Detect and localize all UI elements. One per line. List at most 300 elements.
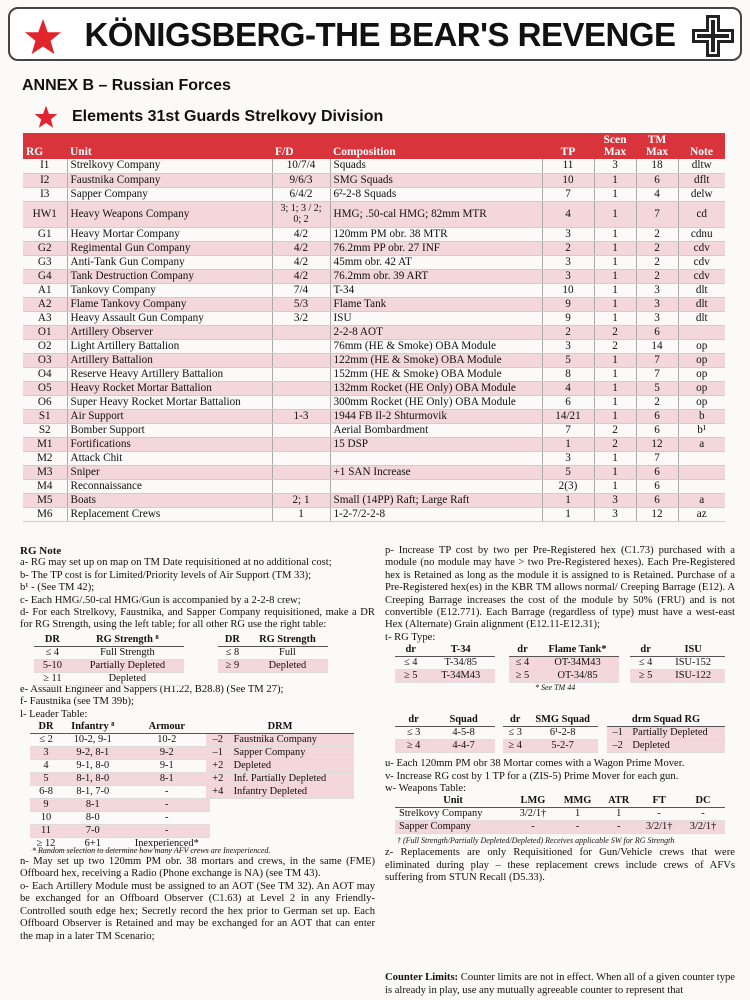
column-header: Unit xyxy=(67,133,272,159)
table-cell: O1 xyxy=(23,325,67,339)
table-cell: O2 xyxy=(23,339,67,353)
table-cell: ≤ 3 xyxy=(503,727,527,740)
table-row xyxy=(206,734,354,747)
table-cell: 6 xyxy=(636,173,678,187)
table-cell: O5 xyxy=(23,381,67,395)
table-cell: cdv xyxy=(678,269,725,283)
table-cell: Heavy Assault Gun Company xyxy=(67,311,272,325)
table-cell: 1 xyxy=(594,367,636,381)
table-row xyxy=(218,646,328,659)
table-cell: M6 xyxy=(23,507,67,521)
table-cell: 8-1 xyxy=(62,799,124,812)
table-cell: 9-2, 8-1 xyxy=(62,747,124,760)
table-cell: +4 xyxy=(206,786,230,799)
table-cell: 6 xyxy=(636,325,678,339)
column-header: TM Max xyxy=(636,133,678,159)
table-cell: Heavy Mortar Company xyxy=(67,227,272,241)
table-row xyxy=(23,325,725,339)
table-row xyxy=(23,367,725,381)
table-cell xyxy=(678,479,725,493)
table-cell: ≥ 4 xyxy=(395,740,432,753)
table-row xyxy=(23,269,725,283)
table-cell: 1944 FB Il-2 Shturmovik xyxy=(330,409,542,423)
table-cell: 7-0 xyxy=(62,825,124,838)
drm-squad-table xyxy=(607,714,725,753)
table-cell: –2 xyxy=(607,740,628,753)
table-row xyxy=(23,507,725,521)
column-header: DRM xyxy=(206,721,354,734)
table-cell: ≤ 4 xyxy=(630,657,661,670)
table-cell: 18 xyxy=(636,159,678,173)
table-cell: 6 xyxy=(636,479,678,493)
table-row xyxy=(30,760,210,773)
table-cell: Sapper Company xyxy=(395,821,511,834)
table-cell: T-34M43 xyxy=(426,670,495,683)
table-row xyxy=(503,740,598,753)
table-cell: 3 xyxy=(542,339,594,353)
table-cell: I1 xyxy=(23,159,67,173)
table-cell: 7 xyxy=(636,201,678,227)
table-cell: Sapper Company xyxy=(67,187,272,201)
table-cell: 6 xyxy=(636,423,678,437)
table-cell: 10 xyxy=(542,283,594,297)
table-cell: 1 xyxy=(542,493,594,507)
table-cell: 4 xyxy=(542,381,594,395)
table-cell: ≤ 2 xyxy=(30,734,62,747)
table-row xyxy=(23,283,725,297)
table-cell: 1 xyxy=(594,353,636,367)
table-row xyxy=(395,740,495,753)
table-cell: ≤ 3 xyxy=(395,727,432,740)
table-cell: +2 xyxy=(206,760,230,773)
table-cell: M4 xyxy=(23,479,67,493)
table-cell: 1-3 xyxy=(272,409,330,423)
table-cell: 3 xyxy=(636,297,678,311)
table-cell: Attack Chit xyxy=(67,451,272,465)
table-row xyxy=(23,437,725,451)
table-cell: Fortifications xyxy=(67,437,272,451)
table-cell: cdv xyxy=(678,255,725,269)
table-cell: –2 xyxy=(206,734,230,747)
table-cell: 4 xyxy=(542,201,594,227)
table-cell: 4/2 xyxy=(272,227,330,241)
table-cell: G4 xyxy=(23,269,67,283)
table-cell: HW1 xyxy=(23,201,67,227)
table-cell: I2 xyxy=(23,173,67,187)
isu-table xyxy=(630,644,725,683)
page-title: KÖNIGSBERG-THE BEAR'S REVENGE xyxy=(84,16,676,53)
table-cell: A2 xyxy=(23,297,67,311)
table-cell: M3 xyxy=(23,465,67,479)
table-cell: 2; 1 xyxy=(272,493,330,507)
table-row xyxy=(23,493,725,507)
table-row xyxy=(34,672,184,685)
table-cell: 6²-2-8 Squads xyxy=(330,187,542,201)
table-cell: 5 xyxy=(30,773,62,786)
table-row xyxy=(23,479,725,493)
column-header: TP xyxy=(542,133,594,159)
table-cell: 3; 1; 3 / 2; 0; 2 xyxy=(272,201,330,227)
table-cell xyxy=(272,423,330,437)
table-row xyxy=(30,799,210,812)
table-cell: a xyxy=(678,437,725,451)
table-row xyxy=(509,670,619,683)
table-cell: 122mm (HE & Smoke) OBA Module xyxy=(330,353,542,367)
table-row xyxy=(34,646,184,659)
table-cell: 8-1, 8-0 xyxy=(62,773,124,786)
column-header: DR xyxy=(218,634,247,647)
table-cell: Strelkovy Company xyxy=(395,808,511,821)
table-cell: –1 xyxy=(607,727,628,740)
table-cell: cdnu xyxy=(678,227,725,241)
flame-tank-table xyxy=(509,644,619,683)
table-cell: ≥ 5 xyxy=(630,670,661,683)
table-cell: Sniper xyxy=(67,465,272,479)
table-cell: 3 xyxy=(542,227,594,241)
table-cell: Infantry Depleted xyxy=(230,786,354,799)
table-cell: OT-34/85 xyxy=(536,670,619,683)
column-header: dr xyxy=(395,644,426,657)
column-header: Scen Max xyxy=(594,133,636,159)
table-cell: 2 xyxy=(636,227,678,241)
table-cell: 76mm (HE & Smoke) OBA Module xyxy=(330,339,542,353)
table-row xyxy=(395,808,725,821)
table-cell: 14 xyxy=(636,339,678,353)
table-row xyxy=(23,227,725,241)
table-cell: 5 xyxy=(542,353,594,367)
table-cell: 4 xyxy=(636,187,678,201)
table-cell: 2 xyxy=(594,325,636,339)
table-cell: 8-1 xyxy=(124,773,210,786)
table-row xyxy=(23,159,725,173)
table-cell xyxy=(330,479,542,493)
column-header: ATR xyxy=(600,795,637,808)
column-header: FT xyxy=(637,795,681,808)
table-cell: 10-2 xyxy=(124,734,210,747)
table-cell: Heavy Rocket Mortar Battalion xyxy=(67,381,272,395)
counter-limits-text: Counter limits are not in effect. When all of a given counter type is already in play, use any mutually agreeable counter to represent that xyxy=(385,972,735,996)
table-cell: ISU-122 xyxy=(661,670,725,683)
table-row xyxy=(23,241,725,255)
table-cell: Air Support xyxy=(67,409,272,423)
table-row xyxy=(607,740,725,753)
table-cell: Faustnika Company xyxy=(67,173,272,187)
table-row xyxy=(30,786,210,799)
column-header: DR xyxy=(30,721,62,734)
table-row xyxy=(34,659,184,672)
red-star-icon xyxy=(24,18,62,56)
table-cell: 7 xyxy=(636,367,678,381)
column-header: DR xyxy=(34,634,71,647)
table-cell: G2 xyxy=(23,241,67,255)
table-cell: 1 xyxy=(600,808,637,821)
table-cell: 2 xyxy=(542,325,594,339)
table-cell: 1 xyxy=(594,173,636,187)
column-header: ISU xyxy=(661,644,725,657)
forces-table xyxy=(23,133,725,522)
table-cell: 9-2 xyxy=(124,747,210,760)
table-cell: 6-8 xyxy=(30,786,62,799)
table-cell: 2 xyxy=(636,241,678,255)
leader-table xyxy=(30,721,210,851)
table-cell xyxy=(272,437,330,451)
table-cell: 45mm obr. 42 AT xyxy=(330,255,542,269)
table-cell: 4/2 xyxy=(272,255,330,269)
table-cell: - xyxy=(555,821,600,834)
t34-table xyxy=(395,644,495,683)
note-t: t- RG Type: xyxy=(385,631,436,643)
table-cell: op xyxy=(678,381,725,395)
table-cell: 1 xyxy=(594,201,636,227)
table-cell: 10 xyxy=(542,173,594,187)
table-cell: - xyxy=(124,812,210,825)
table-cell: 4 xyxy=(30,760,62,773)
table-cell: Bomber Support xyxy=(67,423,272,437)
table-row xyxy=(395,657,495,670)
table-cell: Strelkovy Company xyxy=(67,159,272,173)
table-cell: 3 xyxy=(594,507,636,521)
table-cell: 9/6/3 xyxy=(272,173,330,187)
table-cell: op xyxy=(678,395,725,409)
table-cell: 76.2mm obr. 39 ART xyxy=(330,269,542,283)
column-header: DC xyxy=(681,795,725,808)
table-cell: I3 xyxy=(23,187,67,201)
table-cell: - xyxy=(637,808,681,821)
table-cell: Full Strength xyxy=(71,646,184,659)
column-header: RG Strength xyxy=(247,634,328,647)
table-cell: op xyxy=(678,367,725,381)
table-cell: 9-1, 8-0 xyxy=(62,760,124,773)
table-row xyxy=(206,760,354,773)
table-cell: 1 xyxy=(594,409,636,423)
table-cell: Tank Destruction Company xyxy=(67,269,272,283)
flame-note: * See TM 44 xyxy=(535,683,576,693)
table-cell: 300mm Rocket (HE Only) OBA Module xyxy=(330,395,542,409)
counter-limits-label: Counter Limits: xyxy=(385,972,459,983)
table-cell: SMG Squads xyxy=(330,173,542,187)
table-cell: 9 xyxy=(542,311,594,325)
table-cell: Small (14PP) Raft; Large Raft xyxy=(330,493,542,507)
table-cell: Partially Depleted xyxy=(71,659,184,672)
table-row xyxy=(23,381,725,395)
table-cell: - xyxy=(511,821,555,834)
table-cell: 1 xyxy=(594,395,636,409)
table-cell: Partially Depleted xyxy=(628,727,725,740)
table-cell: 11 xyxy=(542,159,594,173)
table-cell: 7 xyxy=(636,353,678,367)
column-header: SMG Squad xyxy=(527,714,598,727)
notes-left-column xyxy=(20,545,375,943)
table-cell xyxy=(678,325,725,339)
table-cell: 7/4 xyxy=(272,283,330,297)
table-cell: O6 xyxy=(23,395,67,409)
table-cell: 1 xyxy=(594,479,636,493)
table-cell: Faustnika Company xyxy=(230,734,354,747)
table-cell: 7 xyxy=(542,423,594,437)
table-cell: Inf. Partially Depleted xyxy=(230,773,354,786)
section-title: Elements 31st Guards Strelkovy Division xyxy=(72,108,384,125)
table-cell: 8-0 xyxy=(62,812,124,825)
table-cell: M5 xyxy=(23,493,67,507)
rg-note-title: RG Note xyxy=(20,545,62,557)
table-cell: HMG; .50-cal HMG; 82mm MTR xyxy=(330,201,542,227)
table-cell: 3/2/1† xyxy=(511,808,555,821)
table-row xyxy=(630,670,725,683)
table-cell: 1 xyxy=(594,241,636,255)
table-cell: O4 xyxy=(23,367,67,381)
table-cell: 9-1 xyxy=(124,760,210,773)
table-cell xyxy=(272,395,330,409)
column-header: RG xyxy=(23,133,67,159)
table-cell: 4-5-8 xyxy=(432,727,495,740)
table-cell: - xyxy=(124,825,210,838)
table-cell: +2 xyxy=(206,773,230,786)
table-cell xyxy=(272,381,330,395)
table-cell: M2 xyxy=(23,451,67,465)
column-header: F/D xyxy=(272,133,330,159)
table-row xyxy=(509,657,619,670)
table-row xyxy=(23,255,725,269)
table-cell: cdv xyxy=(678,241,725,255)
note-z: z- Replacements are only Requisitioned for Gun/Vehicle crews that were eliminated during play – these replacement crews include crews of AFVs suffering from STUN Recall (D5.33). xyxy=(385,847,735,884)
table-cell: 3/2/1† xyxy=(681,821,725,834)
table-cell: 1 xyxy=(594,269,636,283)
table-row xyxy=(23,353,725,367)
table-cell: Boats xyxy=(67,493,272,507)
table-cell: cd xyxy=(678,201,725,227)
table-cell: S1 xyxy=(23,409,67,423)
column-header: RG Strength ⁸ xyxy=(71,634,184,647)
column-header: Squad xyxy=(432,714,495,727)
table-cell: 3 xyxy=(542,255,594,269)
table-cell: Replacement Crews xyxy=(67,507,272,521)
table-cell: S2 xyxy=(23,423,67,437)
table-cell xyxy=(272,479,330,493)
table-cell: 76.2mm PP obr. 27 INF xyxy=(330,241,542,255)
table-cell: 3 xyxy=(636,283,678,297)
table-cell: 1 xyxy=(594,255,636,269)
table-cell: - xyxy=(124,799,210,812)
table-cell: G1 xyxy=(23,227,67,241)
leader-note: * Random selection to determine how many AFV crews are Inexperienced. xyxy=(32,846,271,856)
table-cell xyxy=(678,451,725,465)
table-row xyxy=(23,409,725,423)
red-star-icon xyxy=(34,105,58,129)
table-cell: ≤ 4 xyxy=(509,657,536,670)
table-cell: Flame Tankovy Company xyxy=(67,297,272,311)
table-cell: 6/4/2 xyxy=(272,187,330,201)
note-a: a- RG may set up on map on TM Date requisitioned at no additional cost; xyxy=(20,557,332,569)
table-cell: 120mm PM obr. 38 MTR xyxy=(330,227,542,241)
table-cell: dlt xyxy=(678,283,725,297)
table-cell: 5 xyxy=(542,465,594,479)
table-cell: 1 xyxy=(594,297,636,311)
column-header: Infantry ⁸ xyxy=(62,721,124,734)
column-header: Flame Tank* xyxy=(536,644,619,657)
squad-table xyxy=(395,714,495,753)
table-cell: 6 xyxy=(542,395,594,409)
column-header: Armour xyxy=(124,721,210,734)
table-cell: 1 xyxy=(594,451,636,465)
table-cell xyxy=(272,367,330,381)
column-header: dr xyxy=(395,714,432,727)
table-cell: Depleted xyxy=(230,760,354,773)
note-c: c- Each HMG/.50-cal HMG/Gun is accompanied by a 2-2-8 crew; xyxy=(20,594,301,606)
column-header: LMG xyxy=(511,795,555,808)
drm-table xyxy=(206,721,354,799)
table-cell: 6¹-2-8 xyxy=(527,727,598,740)
table-cell: ≥ 9 xyxy=(218,659,247,672)
table-cell: 2 xyxy=(594,339,636,353)
column-header: dr xyxy=(630,644,661,657)
table-cell: 12 xyxy=(636,437,678,451)
table-cell: ≥ 12 xyxy=(30,838,62,851)
table-cell: op xyxy=(678,353,725,367)
table-row xyxy=(23,187,725,201)
table-cell: 8 xyxy=(542,367,594,381)
note-d: d- For each Strelkovy, Faustnika, and Sapper Company requisitioned, make a DR for RG Strength, using the left table; for all other RG use the right table: xyxy=(20,607,375,631)
table-cell: 6+1 xyxy=(62,838,124,851)
note-p: p- Increase TP cost by two per Pre-Registered hex (C1.73) purchased with a module (no module may have > two Pre-Registered hexes). Each Pre-Registered hex is Retained as long as the module it is assigned to is Retained. Purchase of a Pre-Registered hex(es) in the KBR TM allows normal/ Creeping Barrage (E12). A Creeping Barrage increases the cost of the module by 50% (FRU) and is not convertible (E12.771). Each Barrage (regardless of type) must have a west-east Hex (Alternate) Grain alignment (E12.11-E12.31); xyxy=(385,545,735,631)
weapons-table xyxy=(395,795,725,834)
table-cell: Tankovy Company xyxy=(67,283,272,297)
table-cell: Squads xyxy=(330,159,542,173)
note-w: w- Weapons Table: xyxy=(385,783,466,795)
table-cell: 2 xyxy=(636,395,678,409)
table-cell xyxy=(272,339,330,353)
table-cell: OT-34M43 xyxy=(536,657,619,670)
table-cell: Reserve Heavy Artillery Battalion xyxy=(67,367,272,381)
column-header: Unit xyxy=(395,795,511,808)
table-cell: Artillery Observer xyxy=(67,325,272,339)
table-cell: Anti-Tank Gun Company xyxy=(67,255,272,269)
table-cell: A1 xyxy=(23,283,67,297)
note-n: n- May set up two 120mm PM obr. 38 mortars and crews, in the same (FME) Offboard hex, receiving a Radio (Phone exchange is NA) (see TM 43). xyxy=(20,856,375,880)
column-header: T-34 xyxy=(426,644,495,657)
table-cell: 7 xyxy=(636,451,678,465)
table-cell: dlt xyxy=(678,297,725,311)
table-cell: Full xyxy=(247,646,328,659)
table-row xyxy=(206,773,354,786)
table-cell: ≤ 4 xyxy=(395,657,426,670)
table-row xyxy=(630,657,725,670)
table-cell: 3/2 xyxy=(272,311,330,325)
table-cell: dltw xyxy=(678,159,725,173)
table-cell: 3 xyxy=(636,311,678,325)
table-cell: A3 xyxy=(23,311,67,325)
table-cell: Regimental Gun Company xyxy=(67,241,272,255)
table-cell: Aerial Bombardment xyxy=(330,423,542,437)
table-cell: 1 xyxy=(594,381,636,395)
table-cell: 152mm (HE & Smoke) OBA Module xyxy=(330,367,542,381)
rg-strength-table-right xyxy=(218,634,328,673)
table-cell: 1 xyxy=(542,437,594,451)
table-row xyxy=(206,747,354,760)
table-cell: 3/2/1† xyxy=(637,821,681,834)
table-cell: 1 xyxy=(594,465,636,479)
table-cell: 1 xyxy=(594,311,636,325)
table-cell: ≥ 11 xyxy=(34,672,71,685)
table-cell: Depleted xyxy=(628,740,725,753)
note-v: v- Increase RG cost by 1 TP for a (ZIS-5) Prime Mover for each gun. xyxy=(385,770,679,782)
table-cell: 2(3) xyxy=(542,479,594,493)
table-cell: 1 xyxy=(594,283,636,297)
table-row xyxy=(23,423,725,437)
note-o: o- Each Artillery Module must be assigned to an AOT (See TM 32). An AOT may be exchanged for an Offboard Observer (C1.63) at Level 2 in any Friendly-Controlled south edge hex; Secretly record the hex prior to German set up. Each Offboard Observer is Retained and may be exchanged for an AOT that can enter the map in a later TM Scenario; xyxy=(20,880,375,942)
note-l: l- Leader Table: xyxy=(20,708,88,720)
table-row xyxy=(607,727,725,740)
table-cell: 5/3 xyxy=(272,297,330,311)
